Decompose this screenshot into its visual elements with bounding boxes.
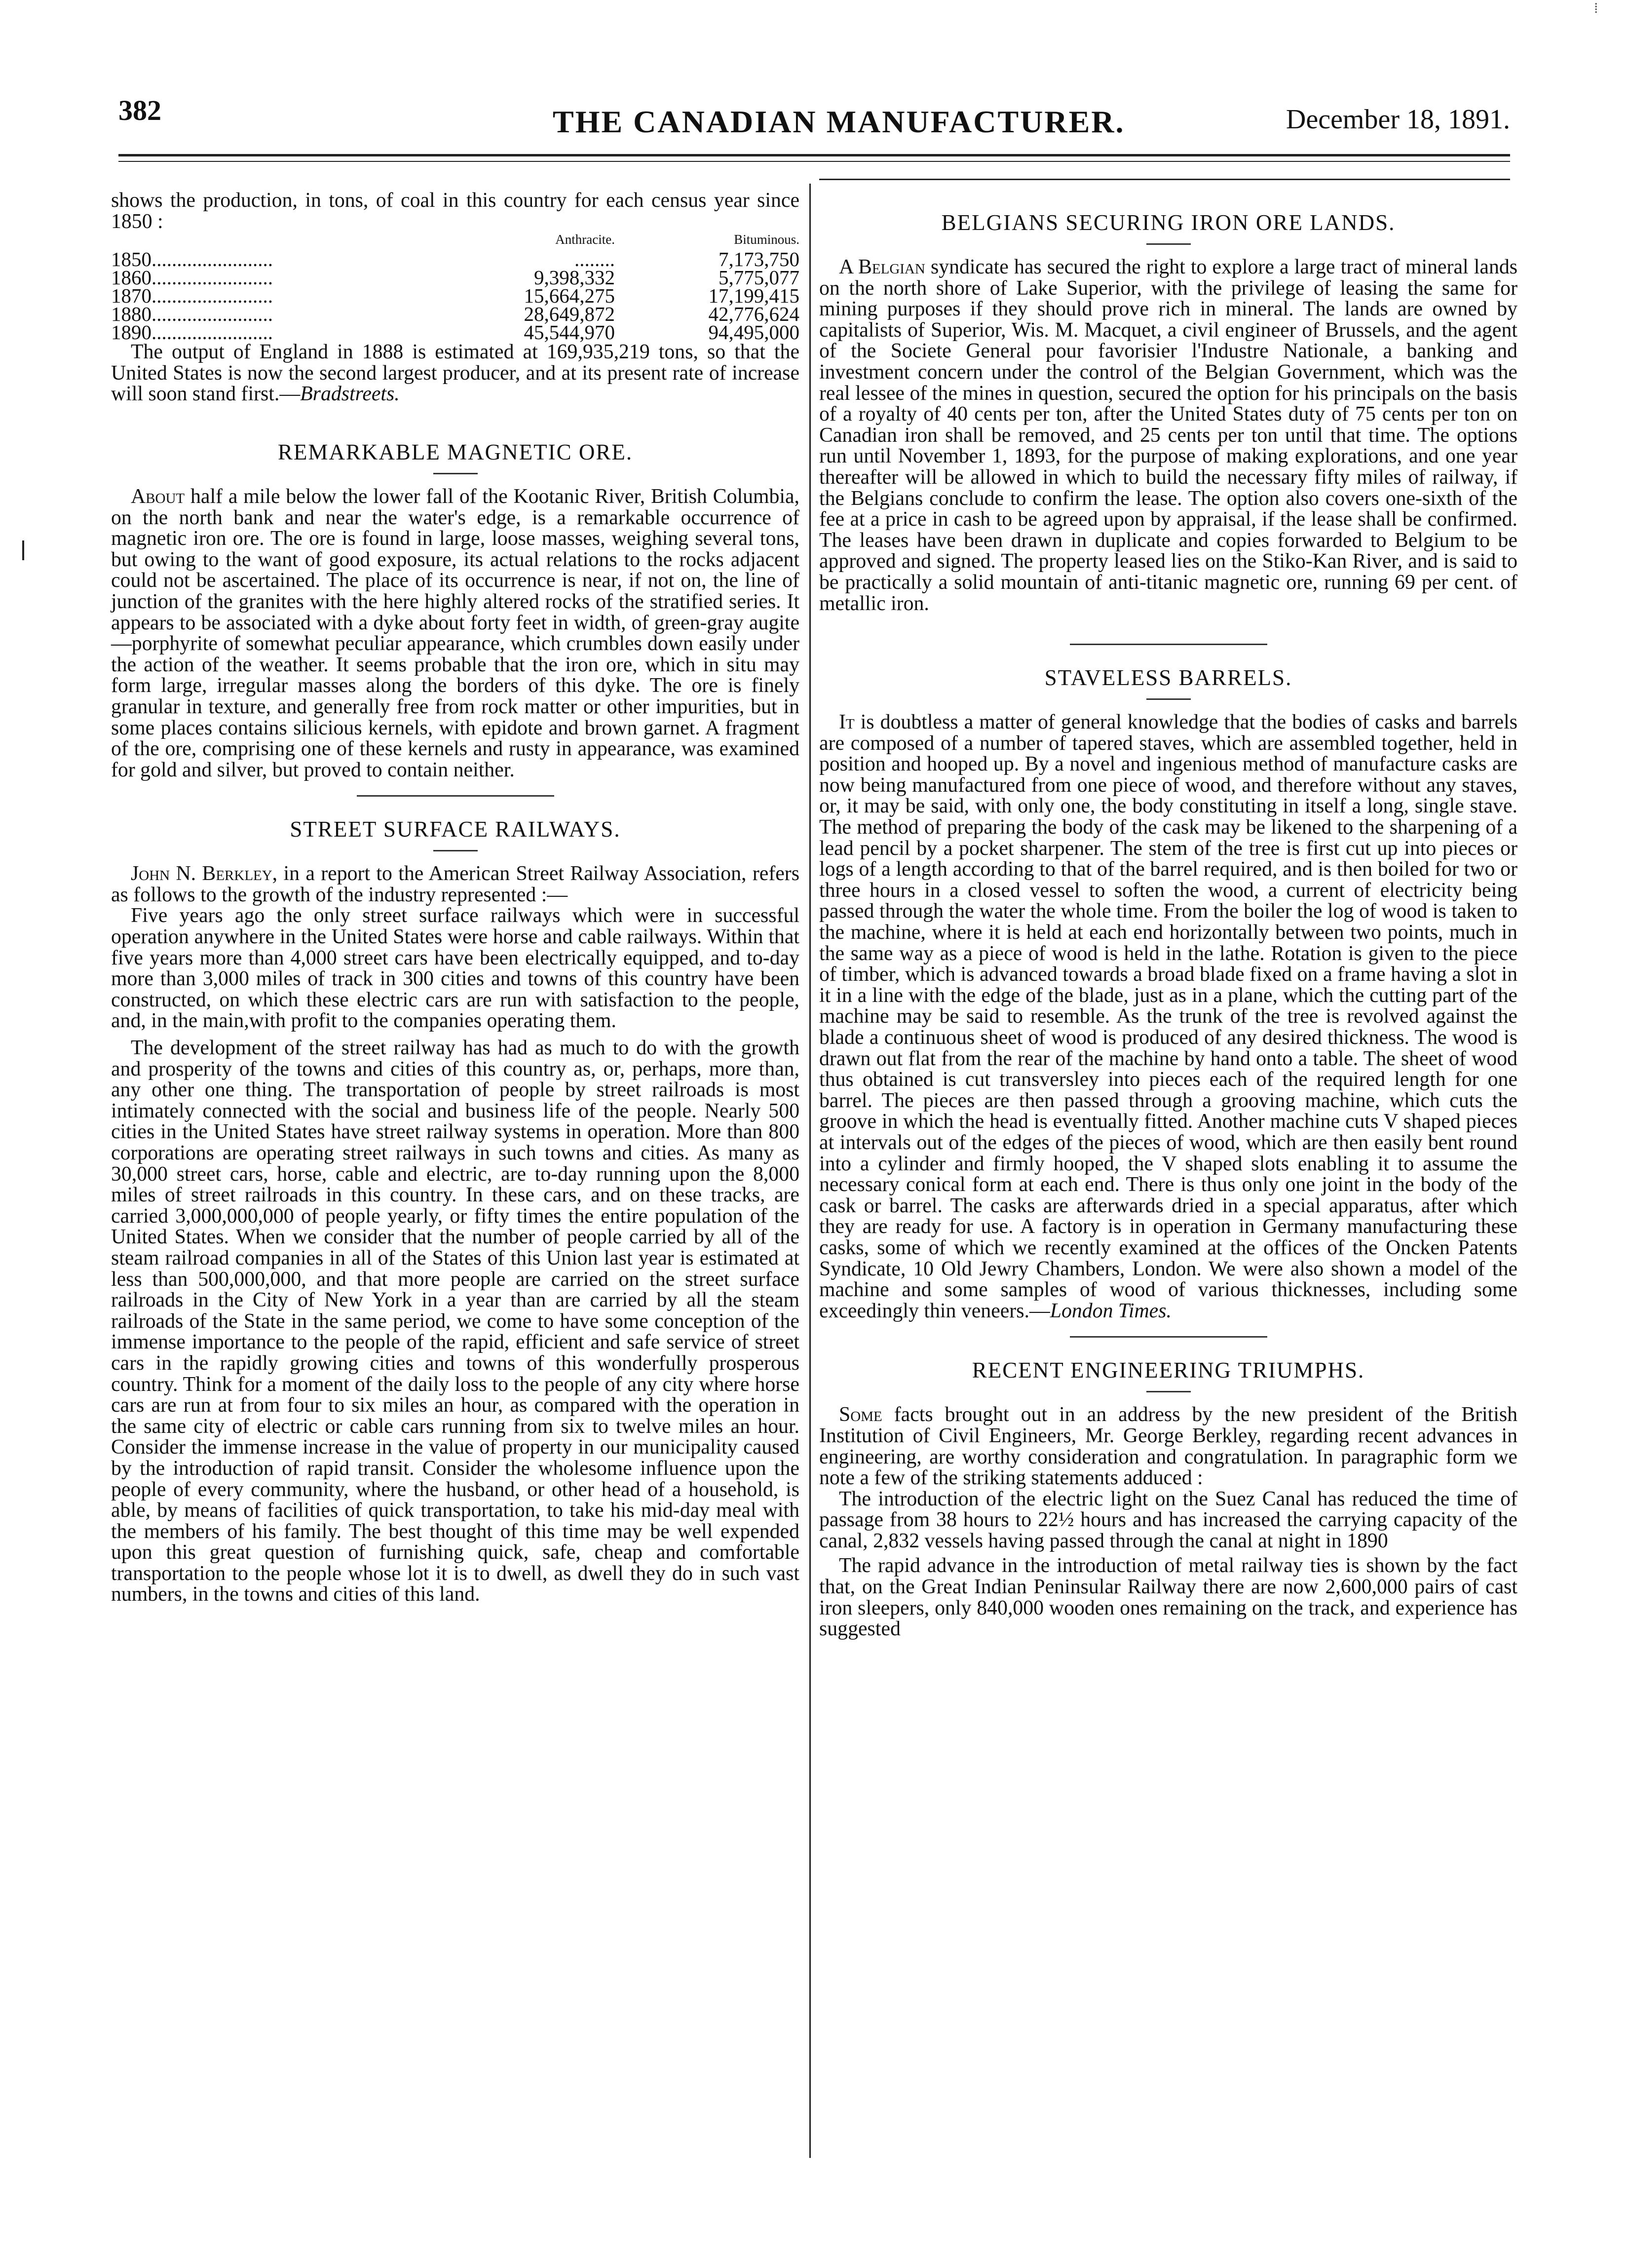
railways-intro-text: in a report to the American Street Railway Association, refers as follows to the growth of the industry represented :— <box>111 862 799 906</box>
row-year: 1870........................ <box>111 284 273 308</box>
belgians-heading: BELGIANS SECURING IRON ORE LANDS. <box>941 210 1396 235</box>
row-year: 1880........................ <box>111 303 273 326</box>
page-header <box>118 94 1510 158</box>
header-rule-right <box>819 179 1510 180</box>
row-bituminous: 94,495,000 <box>708 321 799 344</box>
engineering-lead: Some <box>839 1403 882 1426</box>
engineering-intro <box>819 1404 1517 1488</box>
magnetic-text: half a mile below the lower fall of the Kootanic River, British Columbia, on the north bank and near the water's edge, is a remarkable occurrence of magnetic iron ore. The ore is found in large, loose masses, weighing several tons, but owing to the want of good exposure, its actual relations to the rocks adjacent could not be ascertained. The place of its occurrence is near, if not on, the line of junction of the granites with the here highly altered rocks of the stratified series. It appears to be associated with a dyke about forty feet in width, of green-gray augite—porphyrite of somewhat peculiar appearance, which crumbles down easily under the action of the weather. It seems probable that the iron ore, which in situ may form large, irregular masses along the borders of this dyke. The ore is finely granular in texture, and generally free from rock matter or other impurities, but in some places contains silicious kernels, with epidote and brown garnet. A fragment of the ore, comprising one of these kernels and rusty in appearance, was examined for gold and silver, but proved to contain neither. <box>111 485 799 781</box>
section-separator <box>1070 644 1267 645</box>
coal-production-table <box>111 232 799 342</box>
belgians-lead: A Belgian <box>839 256 925 278</box>
coal-source: Bradstreets. <box>300 383 400 406</box>
issue-date: December 18, 1891. <box>1286 104 1510 135</box>
row-anthracite: ........ <box>574 248 615 271</box>
heading-rule <box>1146 698 1191 700</box>
belgians-article <box>819 257 1517 614</box>
coal-intro: shows the production, in tons, of coal in this country for each census year since 1850 : <box>111 189 799 233</box>
row-anthracite: 15,664,275 <box>524 284 615 308</box>
engineering-paragraph-2: The rapid advance in the introduction of metal railway ties is shown by the fact that, on the Great Indian Peninsular Railway there are now 2,600,000 pairs of cast iron sleepers, only 840,000 wooden ones remaining on the track, and experience has suggested <box>819 1554 1517 1641</box>
row-bituminous: 5,775,077 <box>719 266 799 289</box>
barrels-heading: STAVELESS BARRELS. <box>1044 665 1292 691</box>
row-anthracite: 9,398,332 <box>533 266 615 289</box>
coal-outro <box>111 342 799 405</box>
railways-heading: STREET SURFACE RAILWAYS. <box>290 817 621 842</box>
row-bituminous: 7,173,750 <box>719 248 799 271</box>
corner-ink-mark: ⁞ <box>1594 0 1598 16</box>
right-column <box>819 190 1517 1640</box>
railways-lead: John N. Berkley, <box>131 862 278 885</box>
barrels-text: is doubtless a matter of general knowledge that the bodies of casks and barrels are composed of a number of tapered staves, which are assembled together, held in position and hooped up. By a novel and ingenious method of manufacture casks are now being manufactured from one piece of wood, and therefore without any staves, or, it may be said, with only one, the body constituting in itself a long, single stave. The method of preparing the body of the cask may be likened to the sharpening of a lead pencil by a pocket sharpener. The stem of the tree is first cut up into pieces or logs of a length according to that of the barrel required, and is then boiled for two or three hours in a closed vessel to soften the wood, a current of electricity being passed through the water the whole time. From the boiler the log of wood is taken to the machine, where it is held at each end horizontally between two points, much in the same way as a piece of wood is held in the lathe. Rotation is given to the piece of timber, which is advanced towards a broad blade fixed on a frame having a slot in it in a line with the edge of the blade, just as in a plane, which the cutting part of the machine may be said to resemble. As the trunk of the tree is revolved against the blade a continuous sheet of wood is produced of any desired thickness. The wood is drawn out flat from the rear of the machine by hand onto a table. The sheet of wood thus obtained is cut transversley into pieces each of the required length for one barrel. The pieces are then passed through a grooving machine, which cuts the groove in which the head is eventually fitted. Another machine cuts V shaped pieces at intervals out of the edges of the pieces of wood, which are then easily bent round into a cylinder and firmly hooped, the V shaped slots enabling it to assume the necessary conical form at each end. There is thus only one joint in the body of the cask or barrel. The casks are afterwards dried in a special apparatus, after which they are ready for use. A factory is in operation in Germany manufacturing these casks, some of which we recently examined at the offices of the Oncken Patents Syndicate, 10 Old Jewry Chambers, London. We were also shown a model of the machine and some samples of wood of various thicknesses, including some exceedingly thin veneers.— <box>819 711 1517 1322</box>
engineering-intro-text: facts brought out in an address by the new president of the British Institution of Civil Engineers, Mr. George Berkley, regarding recent advances in engineering, are worthy consideration and congratulation. In paragraphic form we note a few of the striking statements adduced : <box>819 1403 1517 1490</box>
table-row <box>111 323 799 342</box>
railways-paragraph-1: Five years ago the only street surface railways which were in successful operation anywhere in the United States were horse and cable railways. Within that five years more than 4,000 street cars have been electrically equipped, and to-day more than 3,000 miles of track in 300 cities and towns of this country have been constructed, on which these electric cars are run with satisfaction to the people, and, in the main,with profit to the companies operating them. <box>111 904 799 1033</box>
magnetic-heading: REMARKABLE MAGNETIC ORE. <box>277 439 633 464</box>
col-header-anthracite: Anthracite. <box>555 232 615 247</box>
col-header-bituminous: Bituminous. <box>734 232 799 247</box>
column-divider <box>809 184 811 2158</box>
coal-outro-text: The output of England in 1888 is estimated at 169,935,219 tons, so that the United States is now the second largest producer, and at its present rate of increase will soon stand first.— <box>111 341 799 406</box>
magnetic-lead: About <box>131 485 185 508</box>
header-rule-thin <box>118 161 1510 162</box>
magnetic-article <box>111 486 799 780</box>
journal-title: THE CANADIAN MANUFACTURER. <box>553 104 1125 139</box>
section-separator <box>357 795 554 797</box>
barrels-article <box>819 712 1517 1321</box>
heading-rule <box>1146 1391 1191 1392</box>
barrels-source: London Times. <box>1050 1299 1172 1322</box>
row-year: 1850........................ <box>111 248 273 271</box>
railways-intro <box>111 863 799 905</box>
left-column <box>111 190 799 1605</box>
row-anthracite: 28,649,872 <box>524 303 615 326</box>
row-bituminous: 17,199,415 <box>708 284 799 308</box>
header-rule-thick <box>118 154 1510 156</box>
section-separator <box>1070 1336 1267 1338</box>
row-bituminous: 42,776,624 <box>708 303 799 326</box>
railways-paragraph-2: The development of the street railway has had as much to do with the growth and prosperity of the towns and cities of this country as, or, perhaps, more than, any other one thing. The transportation of people by street railroads is most intimately connected with the social and business life of the people. Nearly 500 cities in the United States have street railway systems in operation. More than 800 corporations are operating street railways in such towns and cities. As many as 30,000 street cars, horse, cable and electric, are to-day running upon the 8,000 miles of street railroads in this country. In these cars, and on these tracks, are carried 3,000,000,000 of people yearly, or fifty times the entire population of the United States. When we consider that the number of people carried by all of the steam railroad companies in all of the States of this Union last year is estimated at less than 500,000,000, and that more people are carried on the street surface railroads in the City of New York in a year than are carried by all the steam railroads of the State in the same period, we come to have some conception of the immense importance to the people of the rapid, efficient and safe service of street cars in the rapidly growing cities and towns of this wonderfully prosperous country. Think for a moment of the daily loss to the people of any city where horse cars are run at from four to six miles an hour, as compared with the operation in the same city of electric or cable cars running from six to twelve miles an hour. Consider the immense increase in the value of property in our municipality caused by the introduction of rapid transit. Consider the wholesome influence upon the people of every community, where the husband, or other head of a household, is able, by means of facilities of quick transportation, to take his mid-day meal with the members of his family. The best thought of this time may be well expended upon this great question of furnishing quick, safe, cheap and comfortable transportation to the people whose lot it is to dwell, as dwell they do in such vast numbers, in the towns and cities of this land. <box>111 1037 799 1606</box>
row-anthracite: 45,544,970 <box>524 321 615 344</box>
row-year: 1890........................ <box>111 321 273 344</box>
heading-rule <box>433 473 478 474</box>
engineering-heading: RECENT ENGINEERING TRIUMPHS. <box>972 1358 1365 1383</box>
stray-ink-mark <box>22 540 24 560</box>
barrels-lead: It <box>839 711 855 734</box>
heading-rule <box>433 850 478 851</box>
row-year: 1860........................ <box>111 266 273 289</box>
engineering-paragraph-1: The introduction of the electric light on the Suez Canal has reduced the time of passage from 38 hours to 22½ hours and has increased the carrying capacity of the canal, 2,832 vessels having passed through the canal at night in 1890 <box>819 1487 1517 1552</box>
page-number: 382 <box>118 94 161 126</box>
heading-rule <box>1146 243 1191 245</box>
belgians-text: syndicate has secured the right to explore a large tract of mineral lands on the north shore of Lake Superior, with the privilege of leasing the same for mining purposes if they should prove rich in mineral. The lands are owned by capitalists of Superior, Wis. M. Macquet, a civil engineer of Brussels, and the agent of the Societe General pour favorisier l'Industre Nationale, a banking and investment concern under the control of the Belgian Government, which was the real lessee of the mines in question, secured the option for his principals on the basis of a royalty of 40 cents per ton, after the United States duty of 75 cents per ton on Canadian iron shall be removed, and 25 cents per ton until that time. The options run until November 1, 1893, for the purpose of making explorations, and one year thereafter will be allowed in which to build the necessary fifty miles of railway, if the Belgians conclude to confirm the lease. The option also covers one-sixth of the fee at a price in cash to be agreed upon by appraisal, if the lease shall be confirmed. The leases have been drawn in duplicate and copies forwarded to Belgium to be approved and signed. The property leased lies on the Stiko-Kan River, and is said to be practically a solid mountain of anti-titanic magnetic ore, running 69 per cent. of metallic iron. <box>819 256 1518 615</box>
